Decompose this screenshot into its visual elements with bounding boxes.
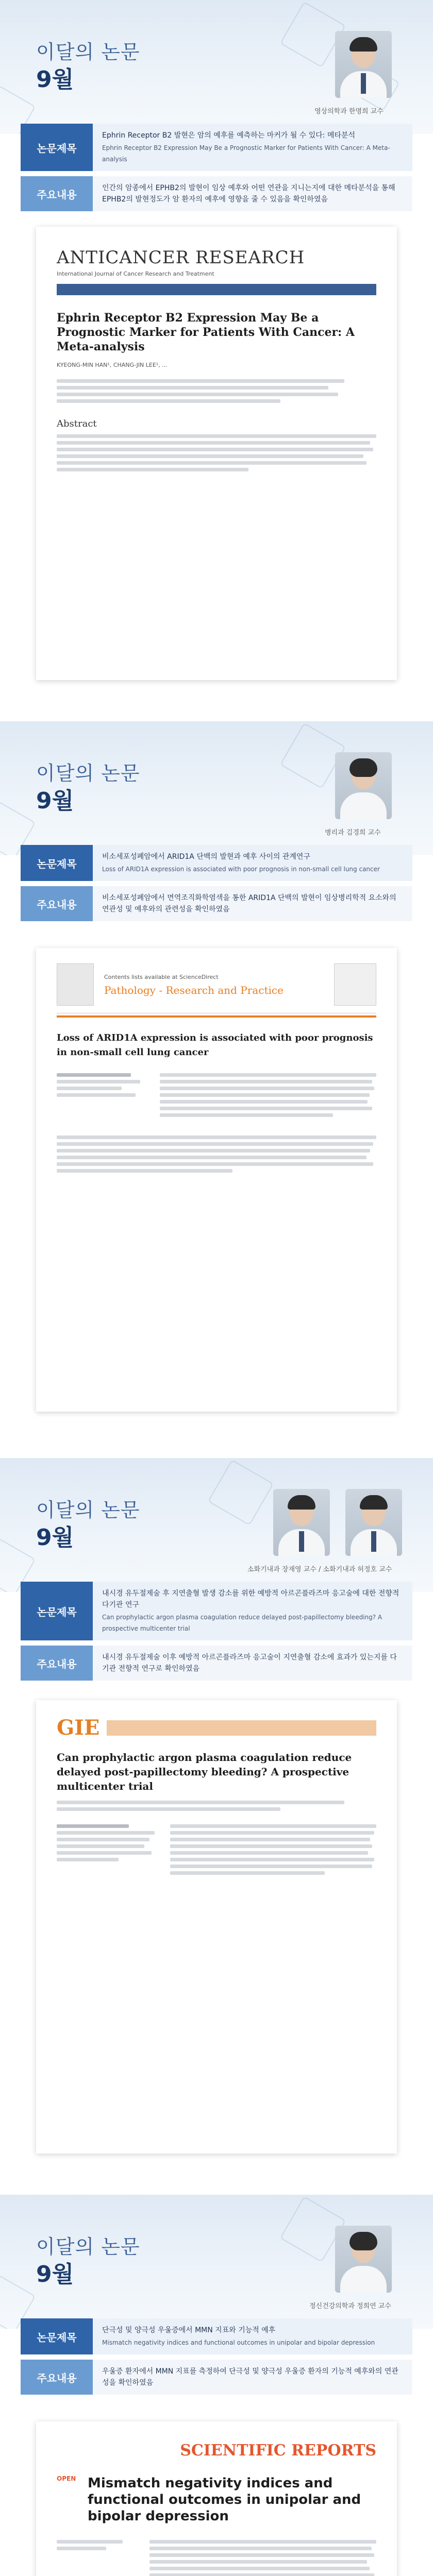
professor-caption: 영상의학과 한명희 교수	[314, 108, 384, 115]
paper-preview	[36, 1700, 397, 2154]
professor-photo-2	[345, 1489, 402, 1556]
header-month: 9월	[36, 66, 74, 93]
authors-line: KYEONG-MIN HAN¹, CHANG-JIN LEE¹, ...	[57, 362, 168, 368]
paper-section-3	[0, 1458, 433, 2195]
paper-title-ko: Ephrin Receptor B2 발현은 암의 예후를 예측하는 마커가 될 수 있다: 메타분석	[102, 131, 356, 140]
summary-label: 주요내용	[21, 2360, 93, 2395]
article-title: Ephrin Receptor B2 Expression May Be a Prognostic Marker for Patients With Cancer: A Meta-analysis	[57, 311, 355, 353]
paper-title-row	[21, 124, 412, 171]
header-month: 9월	[36, 1524, 74, 1551]
header-month: 9월	[36, 788, 74, 814]
header-month: 9월	[36, 2261, 74, 2287]
article-title: Can prophylactic argon plasma coagulation reduce delayed post-papillectomy bleeding? A prospective multicenter trial	[57, 1751, 352, 1792]
paper-title-ko: 내시경 유두절제술 후 지연출혈 발생 감소를 위한 예방적 아르곤플라즈마 응고술에 대한 전향적 다기관 연구	[102, 1589, 399, 1609]
paper-title-text	[93, 845, 412, 881]
summary-row	[21, 886, 412, 921]
header-title: 이달의 논문	[36, 762, 140, 785]
paper-title-ko: 단극성 및 양극성 우울증에서 MMN 지표와 기능적 예후	[102, 2326, 276, 2334]
section-header	[0, 1458, 433, 1592]
paper-title-label: 논문제목	[21, 124, 93, 171]
paper-title-label: 논문제목	[21, 2318, 93, 2354]
paper-title-text	[93, 1582, 412, 1640]
section-header	[0, 2195, 433, 2329]
header-title: 이달의 논문	[36, 41, 140, 63]
journal-name: GIE	[57, 1716, 100, 1740]
article-title: Mismatch negativity indices and functional outcomes in unipolar and bipolar depression	[88, 2476, 361, 2524]
paper-title-row	[21, 845, 412, 881]
paper-title-text	[93, 124, 412, 171]
professor-photo	[335, 752, 392, 819]
paper-preview	[36, 227, 397, 680]
summary-text: 비소세포성폐암에서 면역조직화학염색을 통한 ARID1A 단백의 발현이 임상병리학적 요소와의 연관성 및 예후와의 관련성을 확인하였음	[93, 886, 412, 921]
section-header	[0, 0, 433, 134]
summary-text: 인간의 암종에서 EPHB2의 발현이 임상 예후와 어떤 연관을 지니는지에 대한 메타분석을 통해 EPHB2의 발현정도가 암 환자의 예후에 영향을 줄 수 있음을 확인하였음	[93, 176, 412, 211]
summary-label: 주요내용	[21, 176, 93, 211]
paper-title-en: Mismatch negativity indices and functional outcomes in unipolar and bipolar depression	[102, 2339, 375, 2346]
professor-photo	[335, 2226, 392, 2293]
summary-text: 우울증 환자에서 MMN 지표를 측정하여 단극성 및 양극성 우울증 환자의 기능적 예후와의 연관성을 확인하였음	[93, 2360, 412, 2395]
professor-caption: 병리과 김경희 교수	[325, 829, 381, 837]
paper-section-1	[0, 0, 433, 721]
paper-title-en: Ephrin Receptor B2 Expression May Be a Prognostic Marker for Patients With Cancer: A Meta-analysis	[102, 144, 390, 163]
journal-subtitle: International Journal of Cancer Research and Treatment	[57, 270, 214, 277]
paper-section-4	[0, 2195, 433, 2576]
summary-row	[21, 2360, 412, 2395]
summary-label: 주요내용	[21, 886, 93, 921]
summary-row	[21, 176, 412, 211]
section-header	[0, 721, 433, 855]
paper-title-en: Loss of ARID1A expression is associated with poor prognosis in non-small cell lung cancer	[102, 866, 380, 873]
paper-section-2	[0, 721, 433, 1458]
summary-text: 내시경 유두절제술 이후 예방적 아르곤플라즈마 응고술이 지연출혈 감소에 효과가 있는지를 다기관 전향적 연구로 확인하였음	[93, 1646, 412, 1681]
journal-name: ANTICANCER RESEARCH	[57, 247, 305, 268]
paper-title-ko: 비소세포성폐암에서 ARID1A 단백의 발현과 예후 사이의 관계연구	[102, 853, 310, 861]
professor-caption: 정신건강의학과 정희연 교수	[309, 2302, 391, 2310]
professor-photo-1	[273, 1489, 330, 1556]
summary-row	[21, 1646, 412, 1681]
paper-title-row	[21, 1582, 412, 1640]
professor-caption: 소화기내과 장재영 교수 / 소화기내과 허정호 교수	[247, 1566, 392, 1573]
abstract-heading: Abstract	[57, 418, 97, 429]
paper-title-text	[93, 2318, 412, 2354]
paper-title-label: 논문제목	[21, 1582, 93, 1640]
summary-label: 주요내용	[21, 1646, 93, 1681]
paper-title-en: Can prophylactic argon plasma coagulation reduce delayed post-papillectomy bleeding? A prospective multicenter trial	[102, 1614, 382, 1632]
journal-name: SCIENTIFIC REPORTS	[180, 2442, 376, 2460]
header-title: 이달의 논문	[36, 2235, 140, 2258]
journal-name: Pathology - Research and Practice	[104, 984, 284, 996]
paper-preview: Contents lists available at ScienceDirect Pathology - Research and Practice Loss of ARID1A expression is associated with poor prognosis in non-small cell lung cancer	[36, 948, 397, 1412]
professor-photo	[335, 31, 392, 98]
header-title: 이달의 논문	[36, 1499, 140, 1521]
paper-title-label: 논문제목	[21, 845, 93, 881]
article-title: Loss of ARID1A expression is associated with poor prognosis in non-small cell lung cancer	[57, 1032, 373, 1058]
paper-title-row	[21, 2318, 412, 2354]
paper-preview: SCIENTIFIC REPORTS OPEN Mismatch negativity indices and functional outcomes in unipolar and bipolar depression	[36, 2421, 397, 2576]
